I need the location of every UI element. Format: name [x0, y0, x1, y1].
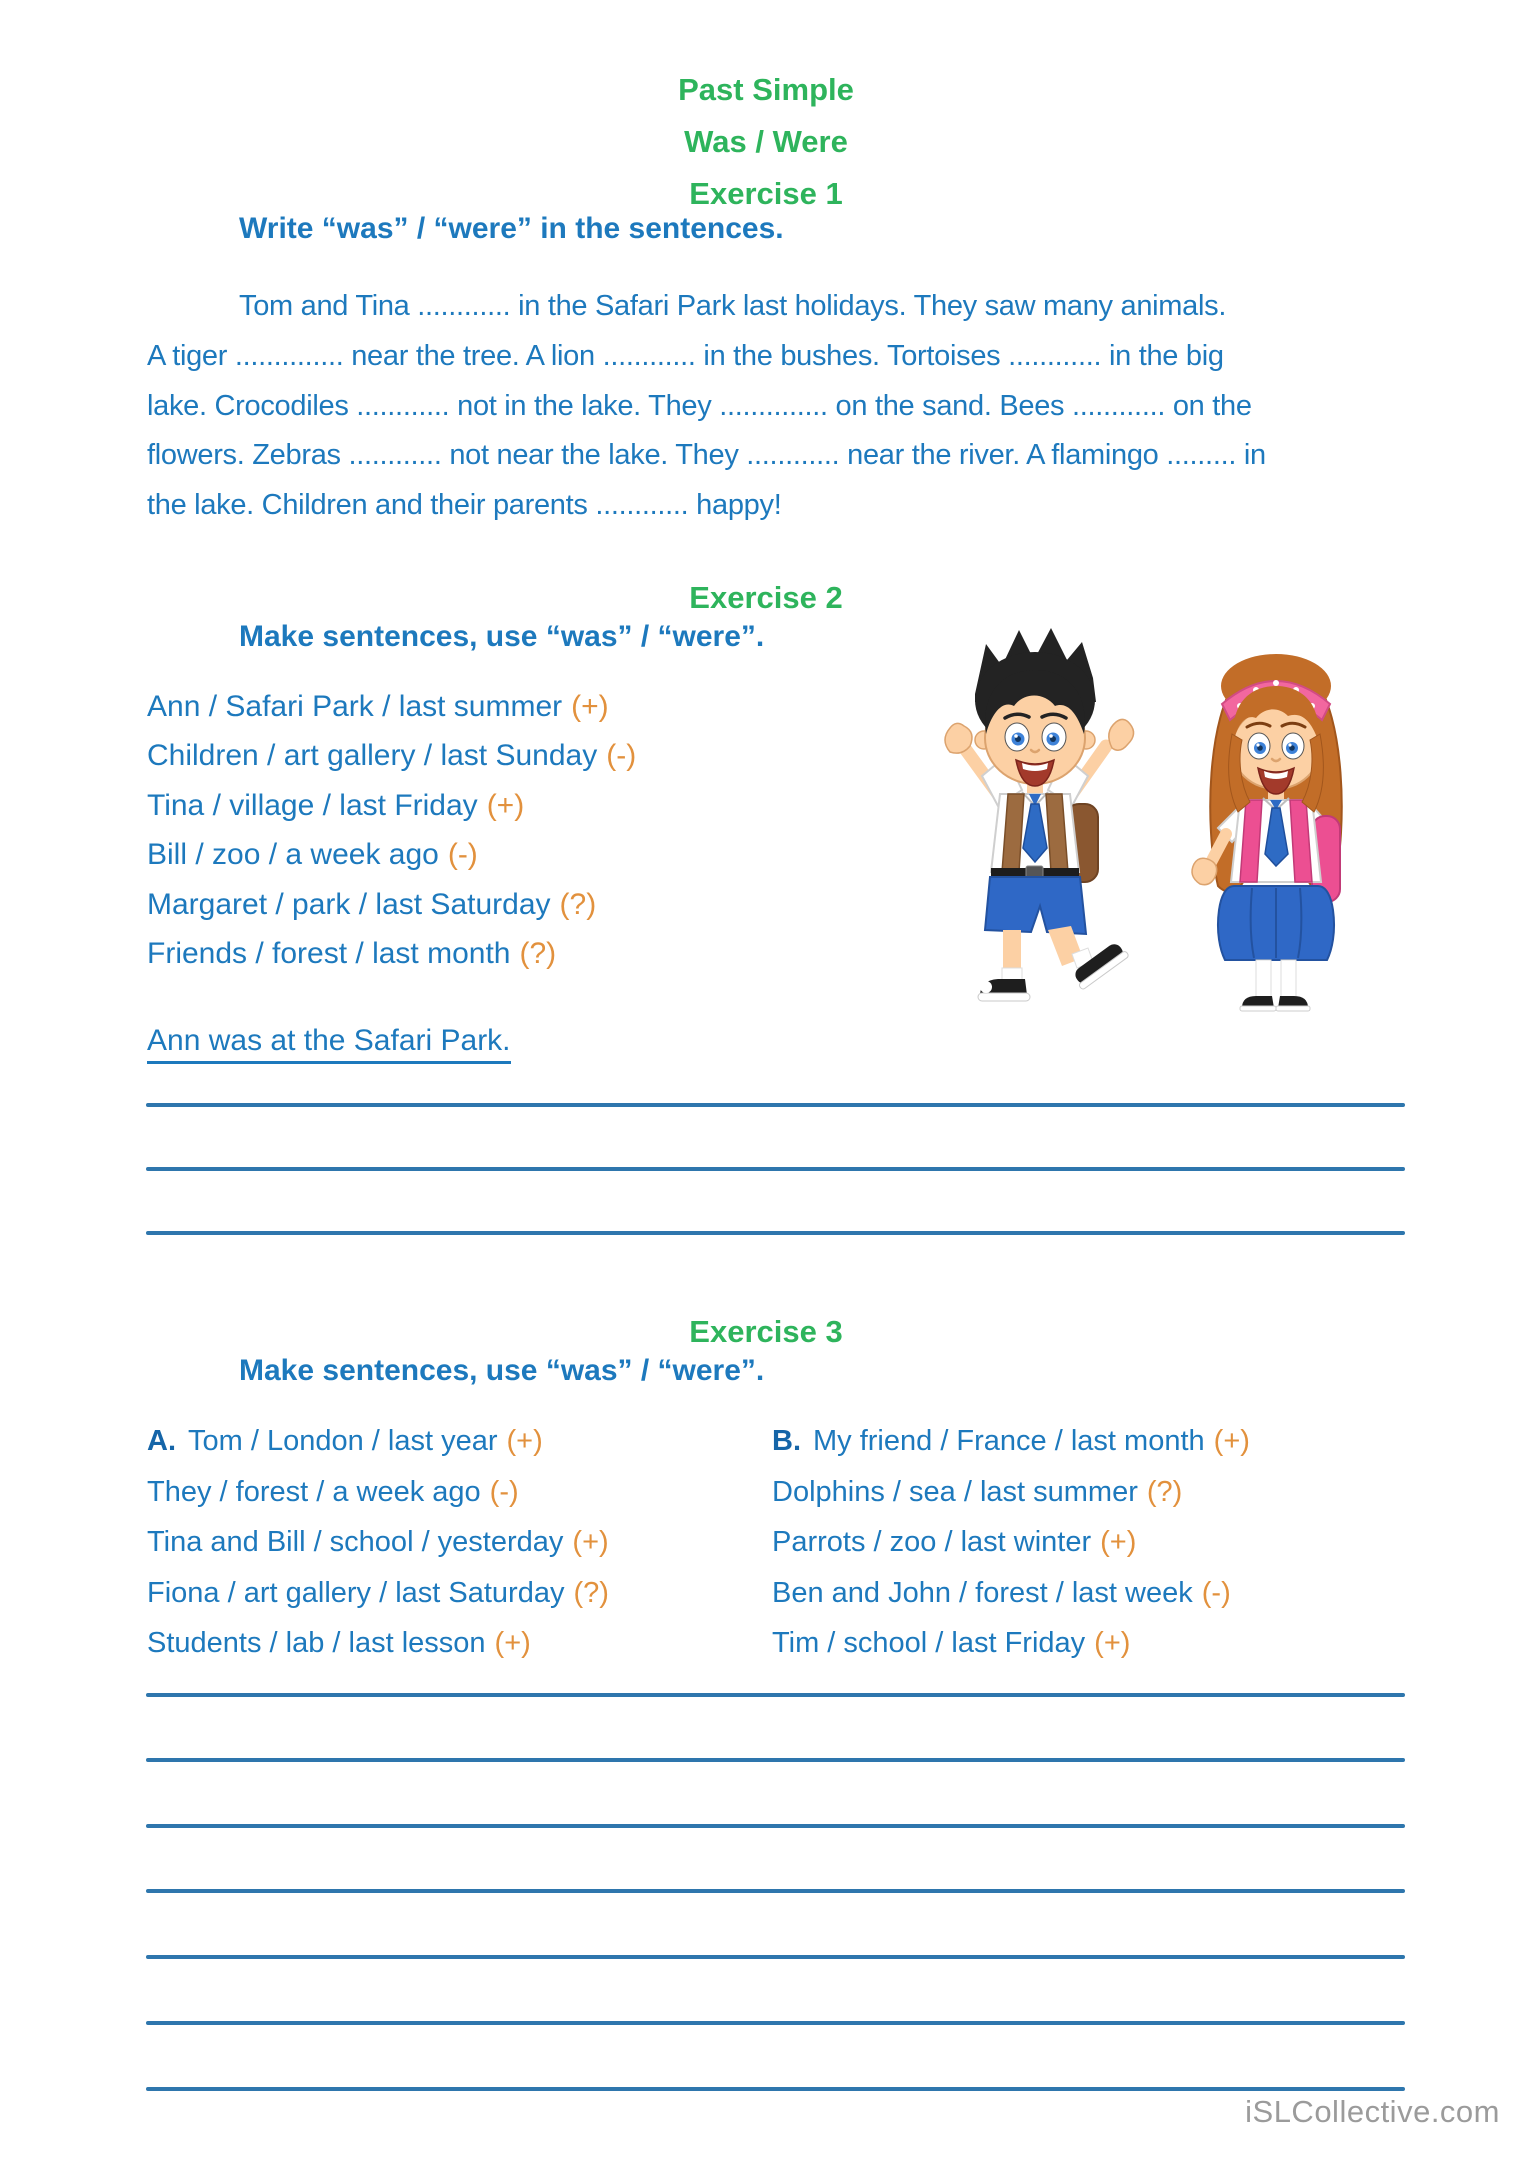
writing-line	[146, 1758, 1405, 1762]
page-subtitle: Was / Were	[684, 124, 848, 159]
page-title: Past Simple	[678, 72, 854, 107]
list-item	[147, 830, 636, 879]
polarity-mark: (-)	[447, 838, 478, 872]
writing-line	[146, 1231, 1405, 1235]
exercise2-heading: Exercise 2	[689, 580, 843, 615]
paragraph-line: A tiger .............. near the tree. A lion ............ in the bushes. Tortoises ............ in the big	[147, 339, 1224, 372]
exercise1-paragraph	[147, 282, 1266, 531]
list-item-text: Dolphins / sea / last summer	[772, 1475, 1138, 1508]
list-item	[147, 1517, 609, 1568]
writing-line	[146, 2021, 1405, 2025]
writing-line	[146, 2087, 1405, 2091]
column-label: B.	[772, 1425, 801, 1457]
exercise3-instruction: Make sentences, use “was” / “were”.	[239, 1354, 765, 1387]
writing-line	[146, 1889, 1405, 1893]
writing-line	[146, 1167, 1405, 1171]
polarity-mark: (+)	[1094, 1627, 1131, 1660]
polarity-mark: (?)	[1146, 1475, 1183, 1508]
polarity-mark: (?)	[519, 937, 557, 971]
polarity-mark: (?)	[573, 1576, 609, 1609]
list-item-text: Friends / forest / last month	[147, 937, 511, 971]
polarity-mark: (-)	[606, 739, 637, 773]
exercise2-list	[147, 682, 636, 978]
list-item	[772, 1517, 1250, 1568]
list-item	[772, 1568, 1250, 1619]
list-item-text: Ben and John / forest / last week	[772, 1576, 1193, 1609]
list-item	[772, 1618, 1250, 1669]
list-item	[147, 682, 636, 731]
list-item-text: Tom / London / last year	[188, 1425, 498, 1457]
list-item	[147, 1568, 609, 1619]
writing-line	[146, 1955, 1405, 1959]
exercise3-heading: Exercise 3	[689, 1314, 843, 1349]
exercise2-instruction: Make sentences, use “was” / “were”.	[239, 620, 765, 653]
girl-figure	[1192, 654, 1342, 1011]
list-item	[147, 781, 636, 830]
list-item	[147, 1467, 609, 1518]
polarity-mark: (+)	[572, 1526, 609, 1559]
exercise1-heading: Exercise 1	[689, 176, 843, 211]
list-item-text: Students / lab / last lesson	[147, 1627, 486, 1660]
boy-figure	[945, 628, 1134, 1001]
polarity-mark: (+)	[506, 1425, 543, 1457]
list-item	[147, 1618, 609, 1669]
paragraph-line: flowers. Zebras ............ not near the lake. They ............ near the river. A flamingo ......... in	[147, 439, 1266, 472]
polarity-mark: (+)	[486, 788, 525, 822]
paragraph-line: Tom and Tina ............ in the Safari Park last holidays. They saw many animals.	[239, 290, 1227, 322]
list-item-text: Parrots / zoo / last winter	[772, 1526, 1092, 1559]
list-item	[147, 880, 636, 929]
list-item-text: Tina and Bill / school / yesterday	[147, 1526, 564, 1559]
list-item-text: My friend / France / last month	[813, 1425, 1205, 1457]
polarity-mark: (-)	[489, 1475, 519, 1508]
polarity-mark: (+)	[571, 690, 609, 723]
polarity-mark: (+)	[494, 1627, 531, 1660]
list-item-text: Ann / Safari Park / last summer	[147, 690, 563, 723]
list-item	[772, 1467, 1250, 1518]
column-label: A.	[147, 1425, 176, 1457]
paragraph-line: lake. Crocodiles ............ not in the lake. They .............. on the sand. Bees ............ on the	[147, 389, 1252, 422]
list-item	[147, 731, 636, 780]
list-item	[772, 1416, 1250, 1467]
list-item-text: Tina / village / last Friday	[147, 788, 478, 822]
watermark: iSLCollective.com	[1245, 2094, 1500, 2129]
list-item-text: They / forest / a week ago	[147, 1475, 481, 1508]
paragraph-line: the lake. Children and their parents ............ happy!	[147, 489, 782, 522]
list-item-text: Fiona / art gallery / last Saturday	[147, 1576, 565, 1609]
writing-line	[146, 1103, 1405, 1107]
list-item-text: Margaret / park / last Saturday	[147, 887, 551, 921]
students-illustration	[920, 616, 1432, 1018]
exercise1-instruction: Write “was” / “were” in the sentences.	[239, 212, 784, 245]
list-item-text: Children / art gallery / last Sunday	[147, 739, 598, 773]
polarity-mark: (-)	[1201, 1576, 1231, 1609]
polarity-mark: (+)	[1100, 1526, 1137, 1559]
list-item	[147, 929, 636, 978]
writing-line	[146, 1693, 1405, 1697]
writing-line	[146, 1824, 1405, 1828]
list-item	[147, 1416, 609, 1467]
title-block	[0, 64, 1532, 220]
polarity-mark: (?)	[559, 887, 597, 921]
example-sentence: Ann was at the Safari Park.	[147, 1024, 511, 1058]
exercise3-column-a	[147, 1416, 609, 1669]
list-item-text: Tim / school / last Friday	[772, 1627, 1086, 1660]
polarity-mark: (+)	[1213, 1425, 1250, 1457]
exercise3-column-b	[772, 1416, 1250, 1669]
list-item-text: Bill / zoo / a week ago	[147, 838, 439, 872]
